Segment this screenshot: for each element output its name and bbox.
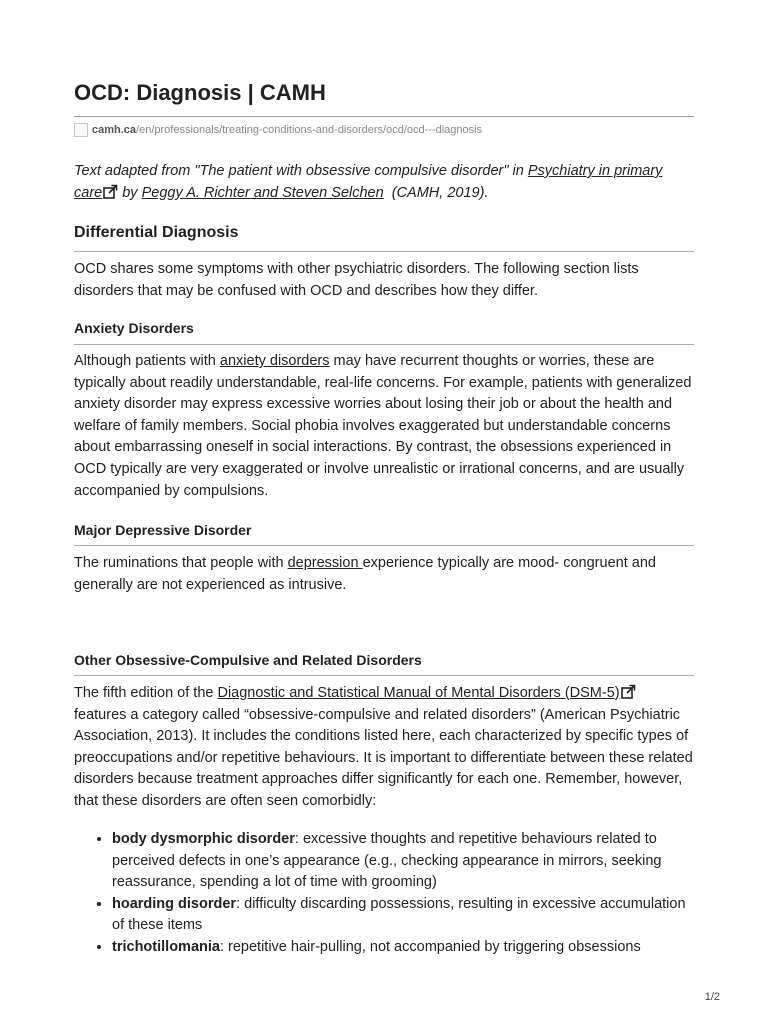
list-item-desc: : repetitive hair-pulling, not accompanied by triggering obsessions [219,938,641,955]
related-text-post: features a category called “obsessive-compulsive and related disorders” (American Psychiatric Association, 2013). It includes the conditions listed here, each characterized by specific types of preoccupations and/or repetitive behaviours. It is important to differentiate between these related disorders because treatment approaches differ significantly for each one. Remember, however, that these disorders are often seen comorbidly: [74,706,693,809]
link-depression[interactable]: depression [287,555,363,571]
anxiety-paragraph [74,351,694,502]
list-item [112,937,694,959]
list-item-desc: : difficulty discarding possessions, resulting in excessive accumulation of these items [112,895,686,934]
list-item-term: hoarding disorder [112,895,237,912]
anxiety-text-pre: Although patients with [74,353,220,369]
heading-anxiety-disorders: Anxiety Disorders [74,320,194,336]
heading-major-depressive-disorder: Major Depressive Disorder [74,522,252,538]
source-url[interactable] [74,122,482,138]
divider-anxiety [74,344,694,345]
page-title: OCD: Diagnosis | CAMH [74,80,326,105]
differential-intro: OCD shares some symptoms with other psychiatric disorders. The following section lists disorders that may be confused with OCD and describes how they differ. [74,261,639,299]
divider-depression [74,545,694,546]
attribution-prefix: Text adapted from "The patient with obsessive compulsive disorder" in [74,163,528,179]
list-item-term: body dysmorphic disorder [112,831,295,847]
anxiety-text-post: may have recurrent thoughts or worries, these are typically about readily understandable, real-life concerns. For example, patients with generalized anxiety disorder may express excessive worries about losing their job or about the health and welfare of family members. Social phobia involves exaggerated but understandable concerns about embarrassing oneself in social interactions. By contrast, the obsessions experienced in OCD typically are very exaggerated or involve unrealistic or irrational concerns, and are usually accompanied by compulsions. [74,353,692,499]
url-domain: camh.ca [92,124,137,136]
divider-differential [74,251,694,252]
external-link-icon[interactable] [103,184,118,199]
heading-related-disorders: Other Obsessive-Compulsive and Related Disorders [74,652,422,668]
link-text-part2: care [74,184,103,201]
list-item-term: trichotillomania [112,938,220,955]
related-text-pre: The fifth edition of the [74,685,218,701]
depression-text-post: experience typically are mood- congruent and generally are not experienced as intrusive. [74,555,656,593]
related-paragraph [74,683,694,813]
heading-differential-diagnosis: Differential Diagnosis [74,224,239,241]
attribution-suffix: (CAMH, 2019). [383,184,489,201]
depression-text-pre: The ruminations that people with [74,555,288,571]
url-path: /en/professionals/treating-conditions-and-disorders/ocd/ocd---diagnosis [136,124,483,136]
list-item [112,829,694,894]
depression-paragraph [74,553,694,596]
divider-related [74,675,694,676]
link-authors[interactable]: Peggy A. Richter and Steven Selchen [141,184,384,201]
link-dsm-5[interactable]: Diagnostic and Statistical Manual of Mental Disorders (DSM-5) [217,685,620,701]
external-link-icon[interactable] [621,684,636,699]
page-favicon-icon [74,123,88,137]
link-text-part1: Psychiatry in primary [527,163,663,179]
title-divider [74,116,694,117]
list-item-desc: : excessive thoughts and repetitive behaviours related to perceived defects in one’s appearance (e.g., checking appearance in mirrors, seeking reassurance, spending a lot of time with grooming) [112,831,662,891]
related-disorders-list [74,829,694,959]
attribution-text [74,161,694,204]
attribution-by: by [118,184,142,201]
list-item [112,894,694,937]
link-anxiety-disorders[interactable]: anxiety disorders [219,353,330,369]
page-number: 1/2 [704,991,720,1003]
